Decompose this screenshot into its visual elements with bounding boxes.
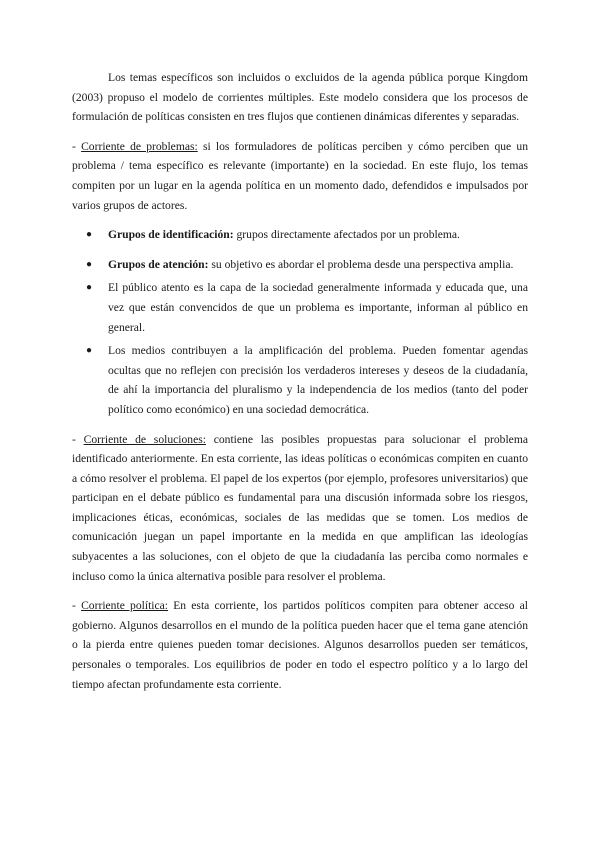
intro-text: Los temas específicos son incluidos o excluidos de la agenda pública porque Kingdom (2003) propuso el modelo de corrientes múltiples. Este modelo considera que los procesos de formulación de políticas consisten en tres flujos que contienen dinámicas diferentes y separadas. (72, 71, 528, 124)
politics-prefix: - (72, 599, 82, 613)
solutions-paragraph (72, 430, 528, 587)
problems-heading: Corriente de problemas: (81, 139, 198, 153)
list-item-bold: Grupos de identificación: (108, 228, 234, 242)
bullet-icon: ● (86, 258, 93, 270)
list-item-text: Los medios contribuyen a la amplificación del problema. Pueden fomentar agendas ocultas que no reflejen con precisión los verdaderos intereses y deseos de la ciudadanía, de ahí la importancia del pluralismo y la independencia de los medios (tanto del poder político como económico) en una sociedad democrática. (108, 344, 528, 416)
document-page (72, 68, 528, 704)
solutions-heading: Corriente de soluciones: (83, 432, 206, 446)
bullet-icon: ● (86, 345, 93, 357)
list-item (72, 255, 528, 275)
politics-text: En esta corriente, los partidos políticos compiten para obtener acceso al gobierno. Algunos desarrollos en el mundo de la política pueden hacer que el tema gane atención o la pierda entre quienes pueden tomar decisiones. Algunos desarrollos pueden ser temáticos, personales o temporales. Los equilibrios de poder en todo el espectro político y a lo largo del tiempo afectan profundamente esta corriente. (72, 599, 529, 691)
solutions-prefix: - (72, 432, 84, 446)
list-item-bold: Grupos de atención: (108, 257, 209, 271)
bullet-icon: ● (86, 229, 93, 241)
list-item-text: grupos directamente afectados por un problema. (233, 228, 460, 242)
list-item-text: El público atento es la capa de la sociedad generalmente informada y educada que, una vez que están convencidos de que un problema es importante, informan al público en general. (108, 281, 528, 334)
intro-paragraph (72, 68, 528, 127)
politics-paragraph (72, 596, 528, 694)
actor-groups-list (72, 225, 528, 419)
list-item (72, 278, 528, 337)
list-item (72, 225, 528, 245)
problems-prefix: - (72, 139, 82, 153)
list-item (72, 341, 528, 419)
politics-heading: Corriente política: (81, 599, 169, 613)
solutions-text: contiene las posibles propuestas para solucionar el problema identificado anteriormente. En esta corriente, las ideas políticas o económicas compiten en cuanto a cómo resolver el problema. El papel de los expertos (por ejemplo, profesores universitarios) que participan en el debate público es fundamental para una discusión informada sobre los riesgos, implicaciones éticas, económicas, sociales de las medidas que se tomen. Los medios de comunicación juegan un papel importante en la medida en que amplifican las ideologías subyacentes a las soluciones, con el objeto de que la ciudadanía las perciba como normales e incluso como la única alternativa posible para resolver el problema. (72, 432, 528, 583)
list-item-text: su objetivo es abordar el problema desde una perspectiva amplia. (208, 257, 514, 271)
bullet-icon: ● (86, 282, 93, 294)
problems-text: si los formuladores de políticas perciben y cómo perciben que un problema / tema específico es relevante (importante) en la sociedad. En este flujo, los temas compiten por un lugar en la agenda política en un momento dado, defendidos e impulsados por varios grupos de actores. (72, 139, 528, 212)
problems-paragraph (72, 137, 528, 215)
